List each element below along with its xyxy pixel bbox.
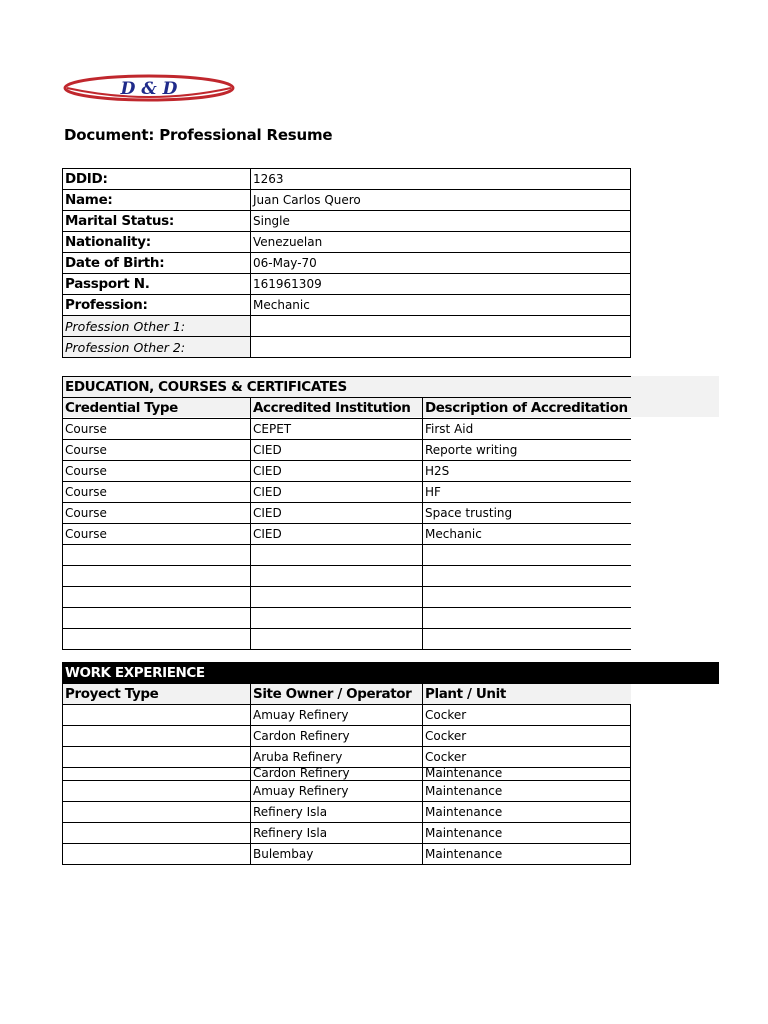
education-row — [63, 461, 631, 482]
institution-cell: CEPET — [251, 419, 423, 440]
site-owner-cell: Refinery Isla — [251, 823, 423, 844]
education-row — [63, 419, 631, 440]
project-type-cell — [63, 726, 251, 747]
institution-cell — [251, 545, 423, 566]
project-type-cell — [63, 747, 251, 768]
credential-type-cell: Course — [63, 503, 251, 524]
column-header: Proyect Type — [63, 684, 251, 705]
column-header: Site Owner / Operator — [251, 684, 423, 705]
field-label: Nationality: — [63, 232, 251, 253]
field-value — [251, 337, 631, 358]
work-section-title: WORK EXPERIENCE — [65, 665, 205, 681]
credential-type-cell: Course — [63, 524, 251, 545]
field-value: Single — [251, 211, 631, 232]
education-row — [63, 482, 631, 503]
field-label: Profession: — [63, 295, 251, 316]
credential-type-cell — [63, 608, 251, 629]
field-value: Mechanic — [251, 295, 631, 316]
site-owner-cell: Cardon Refinery — [251, 768, 423, 781]
education-row — [63, 524, 631, 545]
personal-info-row — [63, 253, 631, 274]
institution-cell: CIED — [251, 482, 423, 503]
work-row — [63, 781, 631, 802]
accreditation-cell: HF — [423, 482, 631, 503]
work-row — [63, 768, 631, 781]
site-owner-cell: Refinery Isla — [251, 802, 423, 823]
project-type-cell — [63, 823, 251, 844]
personal-info-row — [63, 169, 631, 190]
accreditation-cell — [423, 629, 631, 650]
credential-type-cell: Course — [63, 419, 251, 440]
site-owner-cell: Cardon Refinery — [251, 726, 423, 747]
site-owner-cell: Amuay Refinery — [251, 705, 423, 726]
institution-cell — [251, 587, 423, 608]
field-value: 1263 — [251, 169, 631, 190]
institution-cell — [251, 566, 423, 587]
work-row — [63, 726, 631, 747]
personal-info-row — [63, 211, 631, 232]
institution-cell: CIED — [251, 524, 423, 545]
field-value — [251, 316, 631, 337]
site-owner-cell: Amuay Refinery — [251, 781, 423, 802]
column-header: Accredited Institution — [251, 398, 423, 419]
accreditation-cell: First Aid — [423, 419, 631, 440]
education-row — [63, 608, 631, 629]
column-header: Plant / Unit — [423, 684, 631, 705]
education-row — [63, 503, 631, 524]
work-row — [63, 802, 631, 823]
plant-unit-cell: Cocker — [423, 747, 631, 768]
plant-unit-cell: Maintenance — [423, 844, 631, 865]
field-label: Profession Other 2: — [63, 337, 251, 358]
accreditation-cell — [423, 608, 631, 629]
column-header: Credential Type — [63, 398, 251, 419]
project-type-cell — [63, 844, 251, 865]
site-owner-cell: Bulembay — [251, 844, 423, 865]
field-value: 161961309 — [251, 274, 631, 295]
plant-unit-cell: Maintenance — [423, 802, 631, 823]
education-row — [63, 566, 631, 587]
project-type-cell — [63, 781, 251, 802]
document-title: Document: Professional Resume — [64, 126, 333, 144]
personal-info-row — [63, 295, 631, 316]
education-row — [63, 629, 631, 650]
project-type-cell — [63, 802, 251, 823]
work-row — [63, 844, 631, 865]
logo-text: D & D — [120, 79, 178, 99]
accreditation-cell — [423, 545, 631, 566]
accreditation-cell: H2S — [423, 461, 631, 482]
work-row — [63, 747, 631, 768]
field-label: DDID: — [63, 169, 251, 190]
field-label: Date of Birth: — [63, 253, 251, 274]
work-experience-table — [62, 683, 631, 865]
personal-info-row — [63, 337, 631, 358]
plant-unit-cell: Cocker — [423, 726, 631, 747]
site-owner-cell: Aruba Refinery — [251, 747, 423, 768]
plant-unit-cell: Maintenance — [423, 781, 631, 802]
credential-type-cell: Course — [63, 461, 251, 482]
education-table — [62, 376, 631, 650]
education-row — [63, 587, 631, 608]
project-type-cell — [63, 705, 251, 726]
credential-type-cell: Course — [63, 440, 251, 461]
accreditation-cell — [423, 587, 631, 608]
company-logo — [63, 73, 235, 103]
personal-info-row — [63, 274, 631, 295]
credential-type-cell — [63, 587, 251, 608]
credential-type-cell — [63, 629, 251, 650]
project-type-cell — [63, 768, 251, 781]
credential-type-cell — [63, 566, 251, 587]
plant-unit-cell: Maintenance — [423, 768, 631, 781]
accreditation-cell — [423, 566, 631, 587]
field-value: 06-May-70 — [251, 253, 631, 274]
personal-info-row — [63, 190, 631, 211]
accreditation-cell: Mechanic — [423, 524, 631, 545]
work-row — [63, 705, 631, 726]
institution-cell — [251, 608, 423, 629]
accreditation-cell: Reporte writing — [423, 440, 631, 461]
field-label: Profession Other 1: — [63, 316, 251, 337]
personal-info-row — [63, 316, 631, 337]
institution-cell: CIED — [251, 461, 423, 482]
field-label: Passport N. — [63, 274, 251, 295]
personal-info-row — [63, 232, 631, 253]
education-row — [63, 440, 631, 461]
field-value: Venezuelan — [251, 232, 631, 253]
field-label: Name: — [63, 190, 251, 211]
column-header: Description of Accreditation — [423, 398, 631, 419]
credential-type-cell: Course — [63, 482, 251, 503]
education-row — [63, 545, 631, 566]
work-row — [63, 823, 631, 844]
field-value: Juan Carlos Quero — [251, 190, 631, 211]
field-label: Marital Status: — [63, 211, 251, 232]
institution-cell — [251, 629, 423, 650]
institution-cell: CIED — [251, 503, 423, 524]
accreditation-cell: Space trusting — [423, 503, 631, 524]
plant-unit-cell: Maintenance — [423, 823, 631, 844]
credential-type-cell — [63, 545, 251, 566]
personal-info-table — [62, 168, 631, 358]
education-section-title: EDUCATION, COURSES & CERTIFICATES — [63, 377, 631, 398]
plant-unit-cell: Cocker — [423, 705, 631, 726]
institution-cell: CIED — [251, 440, 423, 461]
